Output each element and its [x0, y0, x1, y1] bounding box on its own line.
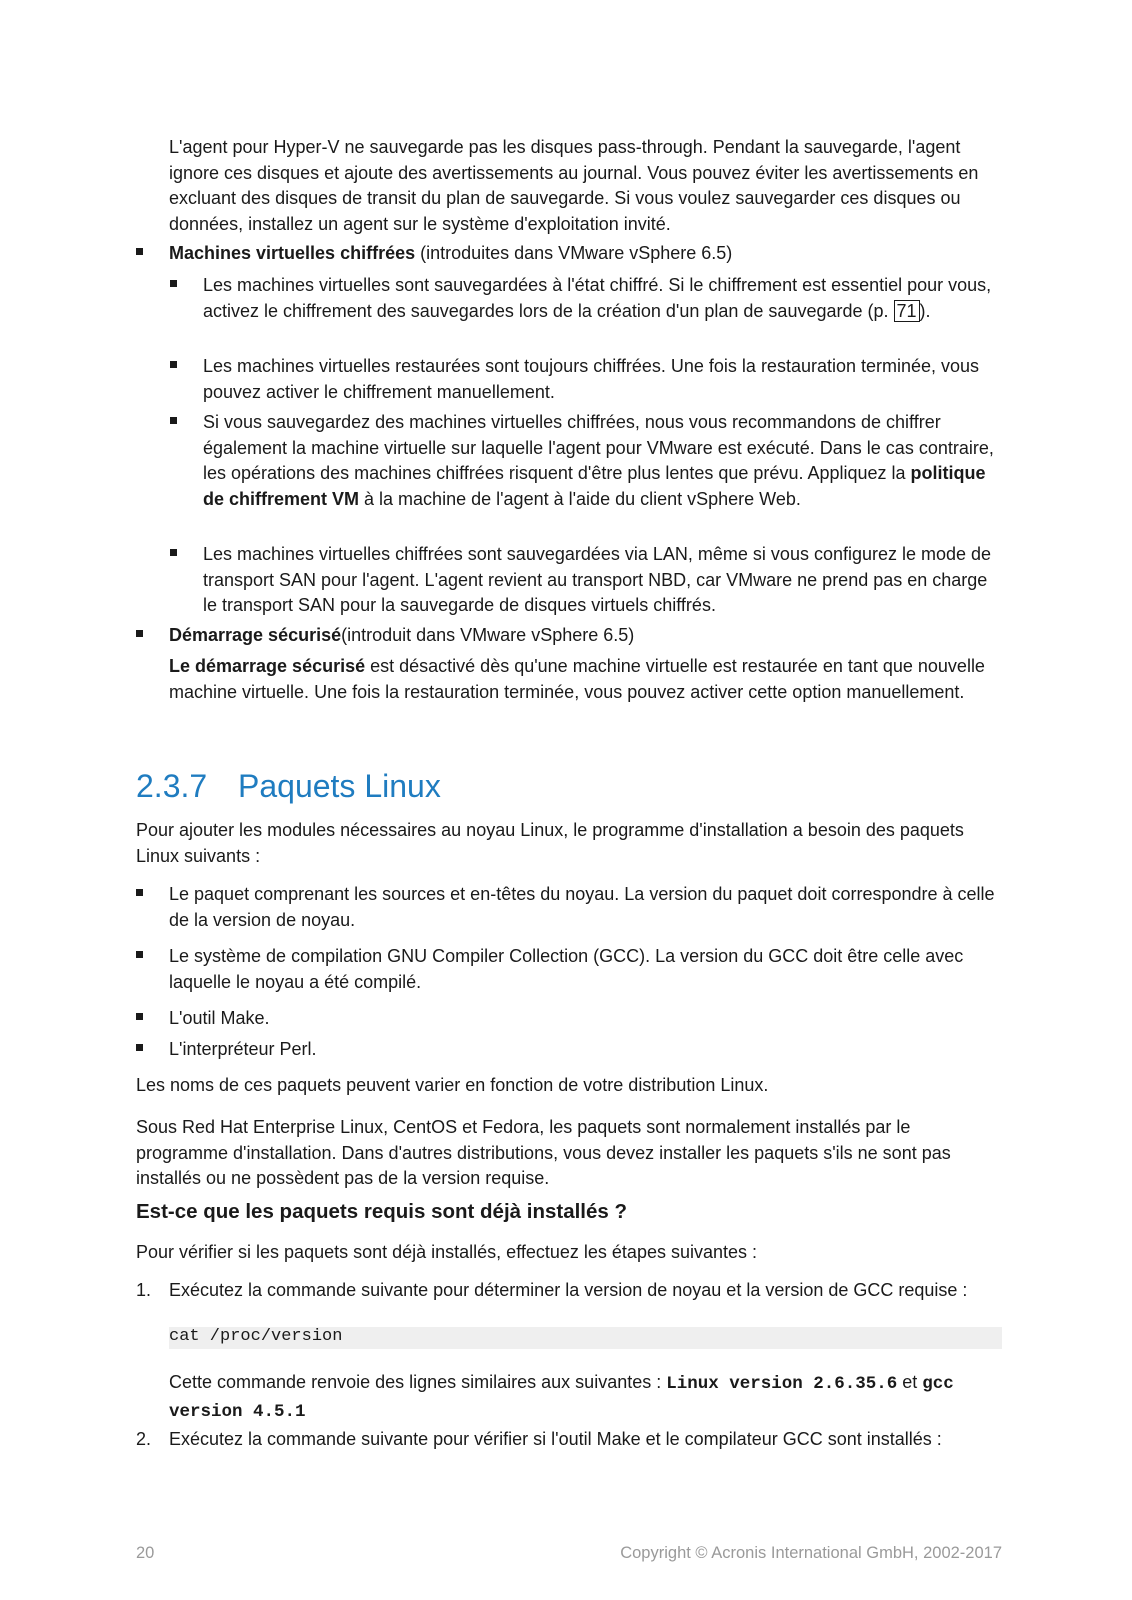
bullet-icon	[170, 278, 180, 288]
bullet-icon	[136, 628, 146, 638]
copyright-notice: Copyright © Acronis International GmbH, 2002-2017	[620, 1544, 1002, 1562]
hyperv-paragraph: L'agent pour Hyper-V ne sauvegarde pas les disques pass-through. Pendant la sauvegarde, l'agent ignore ces disques et ajoute des avertissements au journal. Vous pouvez éviter les avertissements en excluant des disques de transit du plan de sauvegarde. Si vous voulez sauvegarder ces disques ou données, installez un agent sur le système d'exploitation invité.	[169, 137, 979, 234]
step-1-result-text: Cette commande renvoie des lignes similaires aux suivantes :	[169, 1372, 667, 1392]
steps-intro: Pour vérifier si les paquets sont déjà installés, effectuez les étapes suivantes :	[136, 1242, 758, 1262]
bullet-icon	[136, 949, 146, 959]
bullet-icon	[136, 887, 146, 897]
secure-boot-paragraph	[169, 654, 1002, 705]
section-number: 2.3.7	[136, 768, 208, 804]
encrypted-item-4: Les machines virtuelles chiffrées sont sauvegardées via LAN, même si vous configurez le mode de transport SAN pour l'agent. L'agent revient au transport NBD, car VMware ne prend pas en charge le transport SAN pour la sauvegarde de disques virtuels chiffrés.	[203, 544, 992, 615]
secure-boot-heading	[169, 623, 1002, 649]
encrypted-item-2: Les machines virtuelles restaurées sont toujours chiffrées. Une fois la restauration terminée, vous pouvez activer le chiffrement manuellement.	[203, 356, 980, 402]
encrypted-vm-heading	[169, 241, 1002, 267]
secure-boot-bold: Le démarrage sécurisé	[169, 656, 366, 676]
step-2-text: Exécutez la commande suivante pour vérifier si l'outil Make et le compilateur GCC sont installés :	[169, 1429, 942, 1449]
encrypted-vm-title-suffix: (introduites dans VMware vSphere 6.5)	[415, 243, 733, 263]
encrypted-item-3-tail: à la machine de l'agent à l'aide du client vSphere Web.	[359, 488, 801, 509]
secure-boot-text: est désactivé dès qu'une machine virtuelle est restaurée en tant que nouvelle machine virtuelle. Une fois la restauration terminée, vous pouvez activer cette option manuellement.	[169, 656, 985, 702]
step-1-text: Exécutez la commande suivante pour déterminer la version de noyau et la version de GCC requise :	[169, 1280, 968, 1300]
bullet-icon	[136, 1011, 146, 1021]
package-item-1: Le paquet comprenant les sources et en-têtes du noyau. La version du paquet doit correspondre à celle de la version de noyau.	[169, 884, 995, 930]
secure-boot-title: Démarrage sécurisé	[169, 625, 342, 645]
page-number: 20	[136, 1544, 155, 1562]
page-reference-link[interactable]: 71	[894, 300, 920, 322]
step-1-number: 1.	[136, 1280, 152, 1300]
package-item-4: L'interpréteur Perl.	[169, 1039, 317, 1059]
package-item-2: Le système de compilation GNU Compiler Collection (GCC). La version du GCC doit être celle avec laquelle le noyau a été compilé.	[169, 946, 964, 992]
step-1-result	[169, 1370, 1002, 1425]
section-title: Paquets Linux	[238, 768, 441, 804]
bullet-icon	[170, 547, 180, 557]
bullet-icon	[170, 415, 180, 425]
installation-paragraph: Sous Red Hat Enterprise Linux, CentOS et Fedora, les paquets sont normalement installés par le programme d'installation. Dans d'autres distributions, vous devez installer les paquets s'ils ne sont pas installés ou ne possèdent pas de la version requise.	[136, 1117, 951, 1188]
encrypted-item-1	[203, 273, 1002, 324]
linux-version-code: Linux version 2.6.35.6	[666, 1374, 898, 1394]
bullet-icon	[136, 1042, 146, 1052]
encrypted-item-3	[203, 410, 1002, 512]
encrypted-item-3-text: Si vous sauvegardez des machines virtuelles chiffrées, nous vous recommandons de chiffrer également la machine virtuelle sur laquelle l'agent pour VMware est exécuté. Dans le cas contraire, les opérations des machines chiffrées risquent d'être plus lentes que prévu. Appliquez la	[203, 412, 994, 483]
package-item-3: L'outil Make.	[169, 1008, 270, 1028]
vm-encryption-policy: politique de chiffrement VM	[203, 463, 986, 509]
secure-boot-title-suffix: (introduit dans VMware vSphere 6.5)	[341, 625, 635, 645]
encrypted-vm-title: Machines virtuelles chiffrées	[169, 243, 416, 263]
encrypted-item-1-text: Les machines virtuelles sont sauvegardées à l'état chiffré. Si le chiffrement est essentiel pour vous, activez le chiffrement des sauvegardes lors de la création d'un plan de sauvegarde (p.	[203, 275, 992, 321]
bullet-icon	[136, 246, 146, 256]
section-intro: Pour ajouter les modules nécessaires au noyau Linux, le programme d'installation a besoin des paquets Linux suivants :	[136, 820, 964, 866]
subsection-heading: Est-ce que les paquets requis sont déjà installés ?	[136, 1200, 628, 1223]
bullet-icon	[170, 359, 180, 369]
section-heading	[136, 768, 441, 804]
step-1-result-and: et	[897, 1372, 923, 1392]
distribution-note: Les noms de ces paquets peuvent varier en fonction de votre distribution Linux.	[136, 1075, 769, 1095]
command-text[interactable]: cat /proc/version	[169, 1327, 343, 1346]
code-block	[169, 1327, 1002, 1349]
step-2-number: 2.	[136, 1429, 152, 1449]
gcc-version-code: gcc version 4.5.1	[169, 1374, 954, 1422]
encrypted-item-1-tail: ).	[919, 300, 931, 321]
